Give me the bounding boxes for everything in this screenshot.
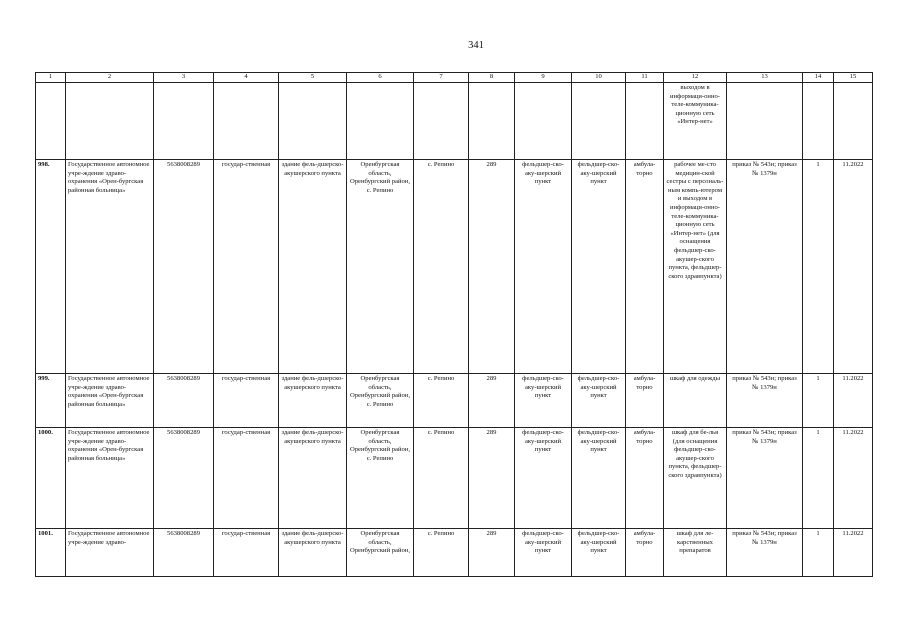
cell-order: приказ № 543н; приказ № 1379н — [727, 529, 803, 577]
cell-address: Оренбургская область, Оренбургский район, — [347, 529, 414, 577]
cell-number: 999. — [36, 374, 66, 428]
cell-unit: фельдшер-ско-аку-шерский пункт — [572, 160, 626, 374]
table-row — [36, 160, 873, 374]
cell — [834, 83, 873, 160]
cell — [154, 83, 214, 160]
table-header-row — [36, 73, 873, 83]
cell-equipment: выходом в информаци-онно-теле-коммуника-ционную сеть «Интер-нет» — [664, 83, 727, 160]
cell-ownership: государ-ственная — [214, 374, 279, 428]
cell-ownership: государ-ственная — [214, 428, 279, 529]
cell — [36, 83, 66, 160]
cell-equipment: шкаф для бе-лья (для оснащения фельдшер-ско-акушер-ского пункта, фельдшер-ского здравпункта) — [664, 428, 727, 529]
cell-order: приказ № 543н; приказ № 1379н — [727, 428, 803, 529]
table-row — [36, 529, 873, 577]
cell — [803, 83, 834, 160]
cell-building: здание фель-дшерско-акушерского пункта — [279, 160, 347, 374]
column-header: 13 — [727, 73, 803, 83]
cell-equipment: рабочее ме-сто медицин-ской сестры с персональ-ным компь-ютером и выходом в информаци-онно-теле-коммуника-ционную сеть «Интер-нет» (для оснащения фельдшер-ско-акушер-ского пункта, фельдшер-ского здравпункта) — [664, 160, 727, 374]
column-header: 9 — [515, 73, 572, 83]
cell-number: 1000. — [36, 428, 66, 529]
cell — [626, 83, 664, 160]
cell-organization: Государственное автономное учре-ждение здраво-охранения «Орен-бургская районная больница» — [66, 160, 154, 374]
cell — [727, 83, 803, 160]
cell-code: 289 — [469, 374, 515, 428]
cell-code: 289 — [469, 428, 515, 529]
cell-care: амбула-торно — [626, 428, 664, 529]
cell-code: 289 — [469, 529, 515, 577]
column-header: 3 — [154, 73, 214, 83]
cell-organization: Государственное автономное учре-ждение здраво-охранения «Орен-бургская районная больница» — [66, 428, 154, 529]
cell-ownership: государ-ственная — [214, 529, 279, 577]
cell-unit-type: фельдшер-ско-аку-шерский пункт — [515, 374, 572, 428]
cell-number: 1001. — [36, 529, 66, 577]
cell-order: приказ № 543н; приказ № 1379н — [727, 374, 803, 428]
cell-quantity: 1 — [803, 428, 834, 529]
cell-unit-type: фельдшер-ско-аку-шерский пункт — [515, 160, 572, 374]
cell-address: Оренбургская область, Оренбургский район, с. Репино — [347, 160, 414, 374]
cell — [515, 83, 572, 160]
cell-organization: Государственное автономное учре-ждение здраво- — [66, 529, 154, 577]
column-header: 10 — [572, 73, 626, 83]
cell-number: 998. — [36, 160, 66, 374]
column-header: 4 — [214, 73, 279, 83]
column-header: 6 — [347, 73, 414, 83]
cell-building: здание фель-дшерско-акушерского пункта — [279, 374, 347, 428]
cell-equipment: шкаф для ле-карственных препаратов — [664, 529, 727, 577]
cell-locality: с. Репино — [414, 428, 469, 529]
column-header: 12 — [664, 73, 727, 83]
cell-unit-type: фельдшер-ско-аку-шерский пункт — [515, 428, 572, 529]
cell-inn: 5638008289 — [154, 160, 214, 374]
table-row-continuation — [36, 83, 873, 160]
column-header: 1 — [36, 73, 66, 83]
cell — [279, 83, 347, 160]
cell — [572, 83, 626, 160]
cell-date: 11.2022 — [834, 529, 873, 577]
cell-care: амбула-торно — [626, 529, 664, 577]
cell-date: 11.2022 — [834, 428, 873, 529]
cell-quantity: 1 — [803, 529, 834, 577]
cell-equipment: шкаф для одежды — [664, 374, 727, 428]
cell-organization: Государственное автономное учре-ждение здраво-охранения «Орен-бургская районная больница» — [66, 374, 154, 428]
cell — [347, 83, 414, 160]
cell-quantity: 1 — [803, 374, 834, 428]
cell-unit: фельдшер-ско-аку-шерский пункт — [572, 374, 626, 428]
column-header: 11 — [626, 73, 664, 83]
cell — [214, 83, 279, 160]
column-header: 5 — [279, 73, 347, 83]
table-row — [36, 428, 873, 529]
cell — [469, 83, 515, 160]
cell-ownership: государ-ственная — [214, 160, 279, 374]
cell-date: 11.2022 — [834, 374, 873, 428]
cell-building: здание фель-дшерско-акушерского пункта — [279, 428, 347, 529]
column-header: 8 — [469, 73, 515, 83]
cell-unit: фельдшер-ско-аку-шерский пункт — [572, 428, 626, 529]
cell-inn: 5638008289 — [154, 428, 214, 529]
cell-locality: с. Репино — [414, 374, 469, 428]
cell-care: амбула-торно — [626, 374, 664, 428]
cell — [66, 83, 154, 160]
cell-unit: фельдшер-ско-аку-шерский пункт — [572, 529, 626, 577]
cell-address: Оренбургская область, Оренбургский район, с. Репино — [347, 428, 414, 529]
cell-inn: 5638008289 — [154, 529, 214, 577]
registry-table — [35, 72, 873, 577]
column-header: 7 — [414, 73, 469, 83]
cell-quantity: 1 — [803, 160, 834, 374]
cell-code: 289 — [469, 160, 515, 374]
cell-address: Оренбургская область, Оренбургский район, с. Репино — [347, 374, 414, 428]
table-row — [36, 374, 873, 428]
cell-building: здание фель-дшерско-акушерского пункта — [279, 529, 347, 577]
page-number: 341 — [468, 40, 484, 51]
cell-unit-type: фельдшер-ско-аку-шерский пункт — [515, 529, 572, 577]
cell-inn: 5638008289 — [154, 374, 214, 428]
cell-care: амбула-торно — [626, 160, 664, 374]
column-header: 2 — [66, 73, 154, 83]
column-header: 14 — [803, 73, 834, 83]
cell-order: приказ № 543н; приказ № 1379н — [727, 160, 803, 374]
cell — [414, 83, 469, 160]
column-header: 15 — [834, 73, 873, 83]
cell-date: 11.2022 — [834, 160, 873, 374]
cell-locality: с. Репино — [414, 160, 469, 374]
cell-locality: с. Репино — [414, 529, 469, 577]
